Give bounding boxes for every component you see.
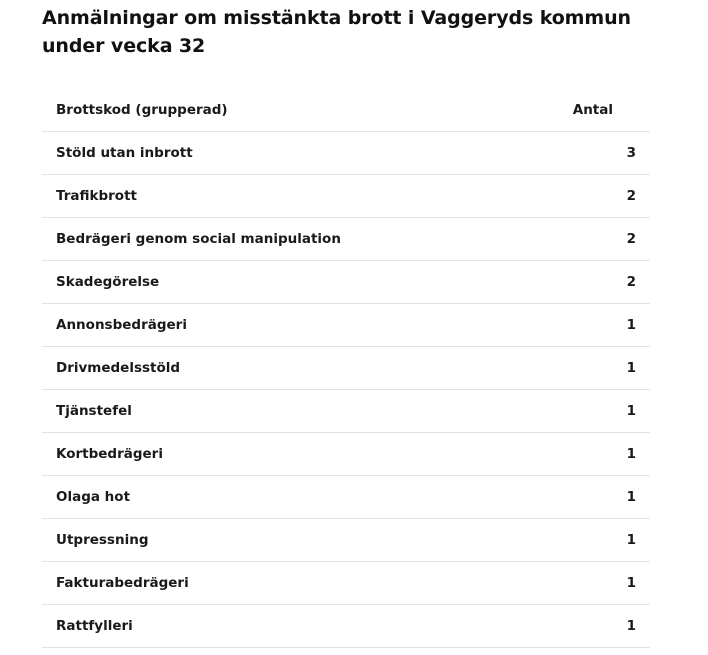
row-category-label: Annonsbedrägeri [42,304,522,347]
row-category-label: Utpressning [42,519,522,562]
table-row [42,132,650,175]
table-row [42,433,650,476]
column-header-count: Antal [522,89,650,132]
row-count-value: 2 [522,175,650,218]
row-count-value: 1 [522,562,650,605]
table-row [42,347,650,390]
table-header-row [42,89,650,132]
row-category-label: Bedrägeri genom social manipulation [42,218,522,261]
column-header-category: Brottskod (grupperad) [42,89,522,132]
table-row [42,175,650,218]
table-row [42,605,650,648]
row-count-value: 2 [522,261,650,304]
row-category-label: Kortbedrägeri [42,433,522,476]
row-category-label: Drivmedelsstöld [42,347,522,390]
row-count-value: 1 [522,476,650,519]
row-category-label: Fakturabedrägeri [42,562,522,605]
row-count-value: 3 [522,132,650,175]
report-container [42,0,650,648]
row-count-value: 1 [522,390,650,433]
table-row [42,261,650,304]
row-category-label: Trafikbrott [42,175,522,218]
row-count-value: 1 [522,519,650,562]
table-body [42,132,650,648]
table-row [42,304,650,347]
table-row [42,519,650,562]
row-count-value: 1 [522,433,650,476]
table-row [42,218,650,261]
row-category-label: Stöld utan inbrott [42,132,522,175]
table-row [42,562,650,605]
crime-table [42,89,650,648]
row-category-label: Rattfylleri [42,605,522,648]
table-row [42,476,650,519]
row-category-label: Skadegörelse [42,261,522,304]
row-count-value: 1 [522,605,650,648]
row-count-value: 2 [522,218,650,261]
page-title: Anmälningar om misstänkta brott i Vaggeryds kommun under vecka 32 [42,7,631,57]
row-count-value: 1 [522,347,650,390]
table-row [42,390,650,433]
row-count-value: 1 [522,304,650,347]
row-category-label: Tjänstefel [42,390,522,433]
row-category-label: Olaga hot [42,476,522,519]
